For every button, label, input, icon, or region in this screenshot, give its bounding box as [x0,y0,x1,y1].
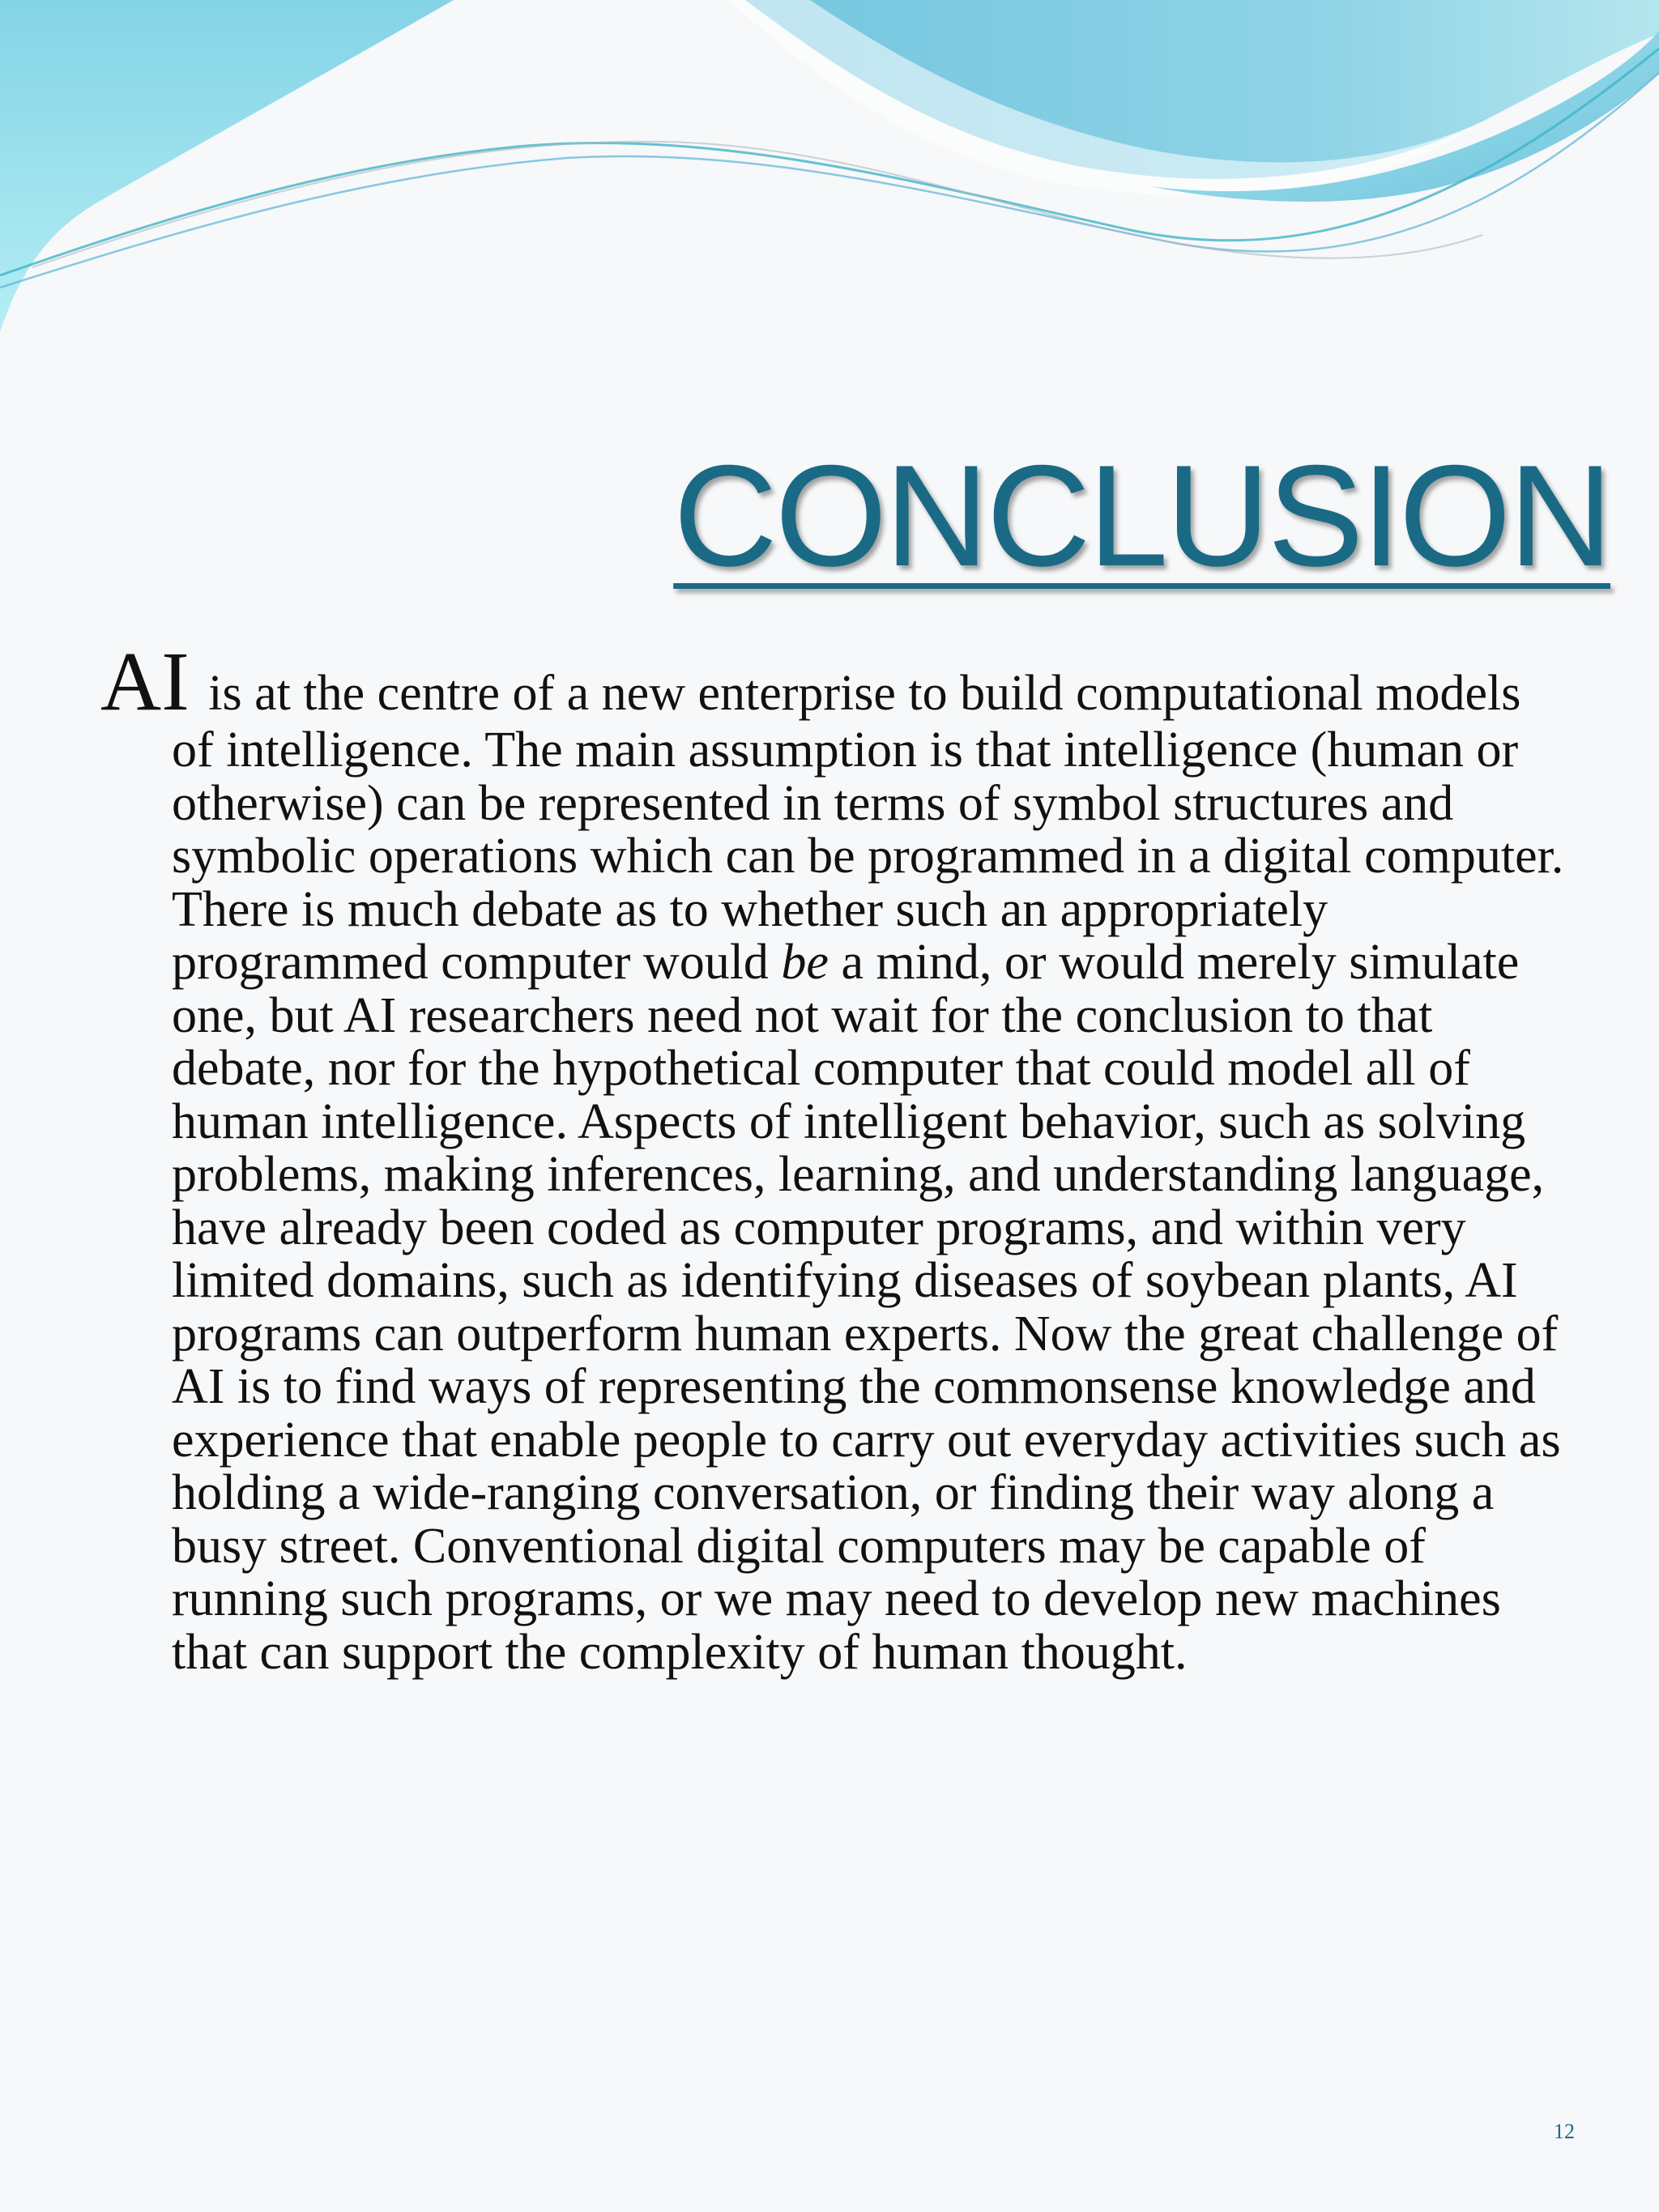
conclusion-paragraph [100,635,1565,1680]
paragraph-lead-text: is at the centre of a new enterprise to build computational models of intelligence. The main assumption is that intelligence (human or otherwise) can be represented in terms of symbol structures and symbolic operations which can be programmed in a digital computer. There is much debate as to whether such an appropriately programmed computer would [172,666,1564,990]
emphasis-text: be [781,935,829,990]
decorative-wave-header [0,0,1659,348]
paragraph-rest-text: a mind, or would merely simulate one, but AI researchers need not wait for the conclusion to that debate, nor for the hypothetical computer that could model all of human intelligence. Aspects of intelligent behavior, such as solving problems, making inferences, learning, and understanding language, have already been coded as computer programs, and within very limited domains, such as identifying diseases of soybean plants, AI programs can outperform human experts. Now the great challenge of AI is to find ways of representing the commonsense knowledge and experience that enable people to carry out everyday activities such as holding a wide-ranging conversation, or finding their way along a busy street. Conventional digital computers may be capable of running such programs, or we may need to develop new machines that can support the complexity of human thought. [172,935,1561,1680]
slide-title: CONCLUSION [673,435,1610,596]
dropcap-text: AI [100,635,190,728]
page-number: 12 [1554,2120,1575,2143]
